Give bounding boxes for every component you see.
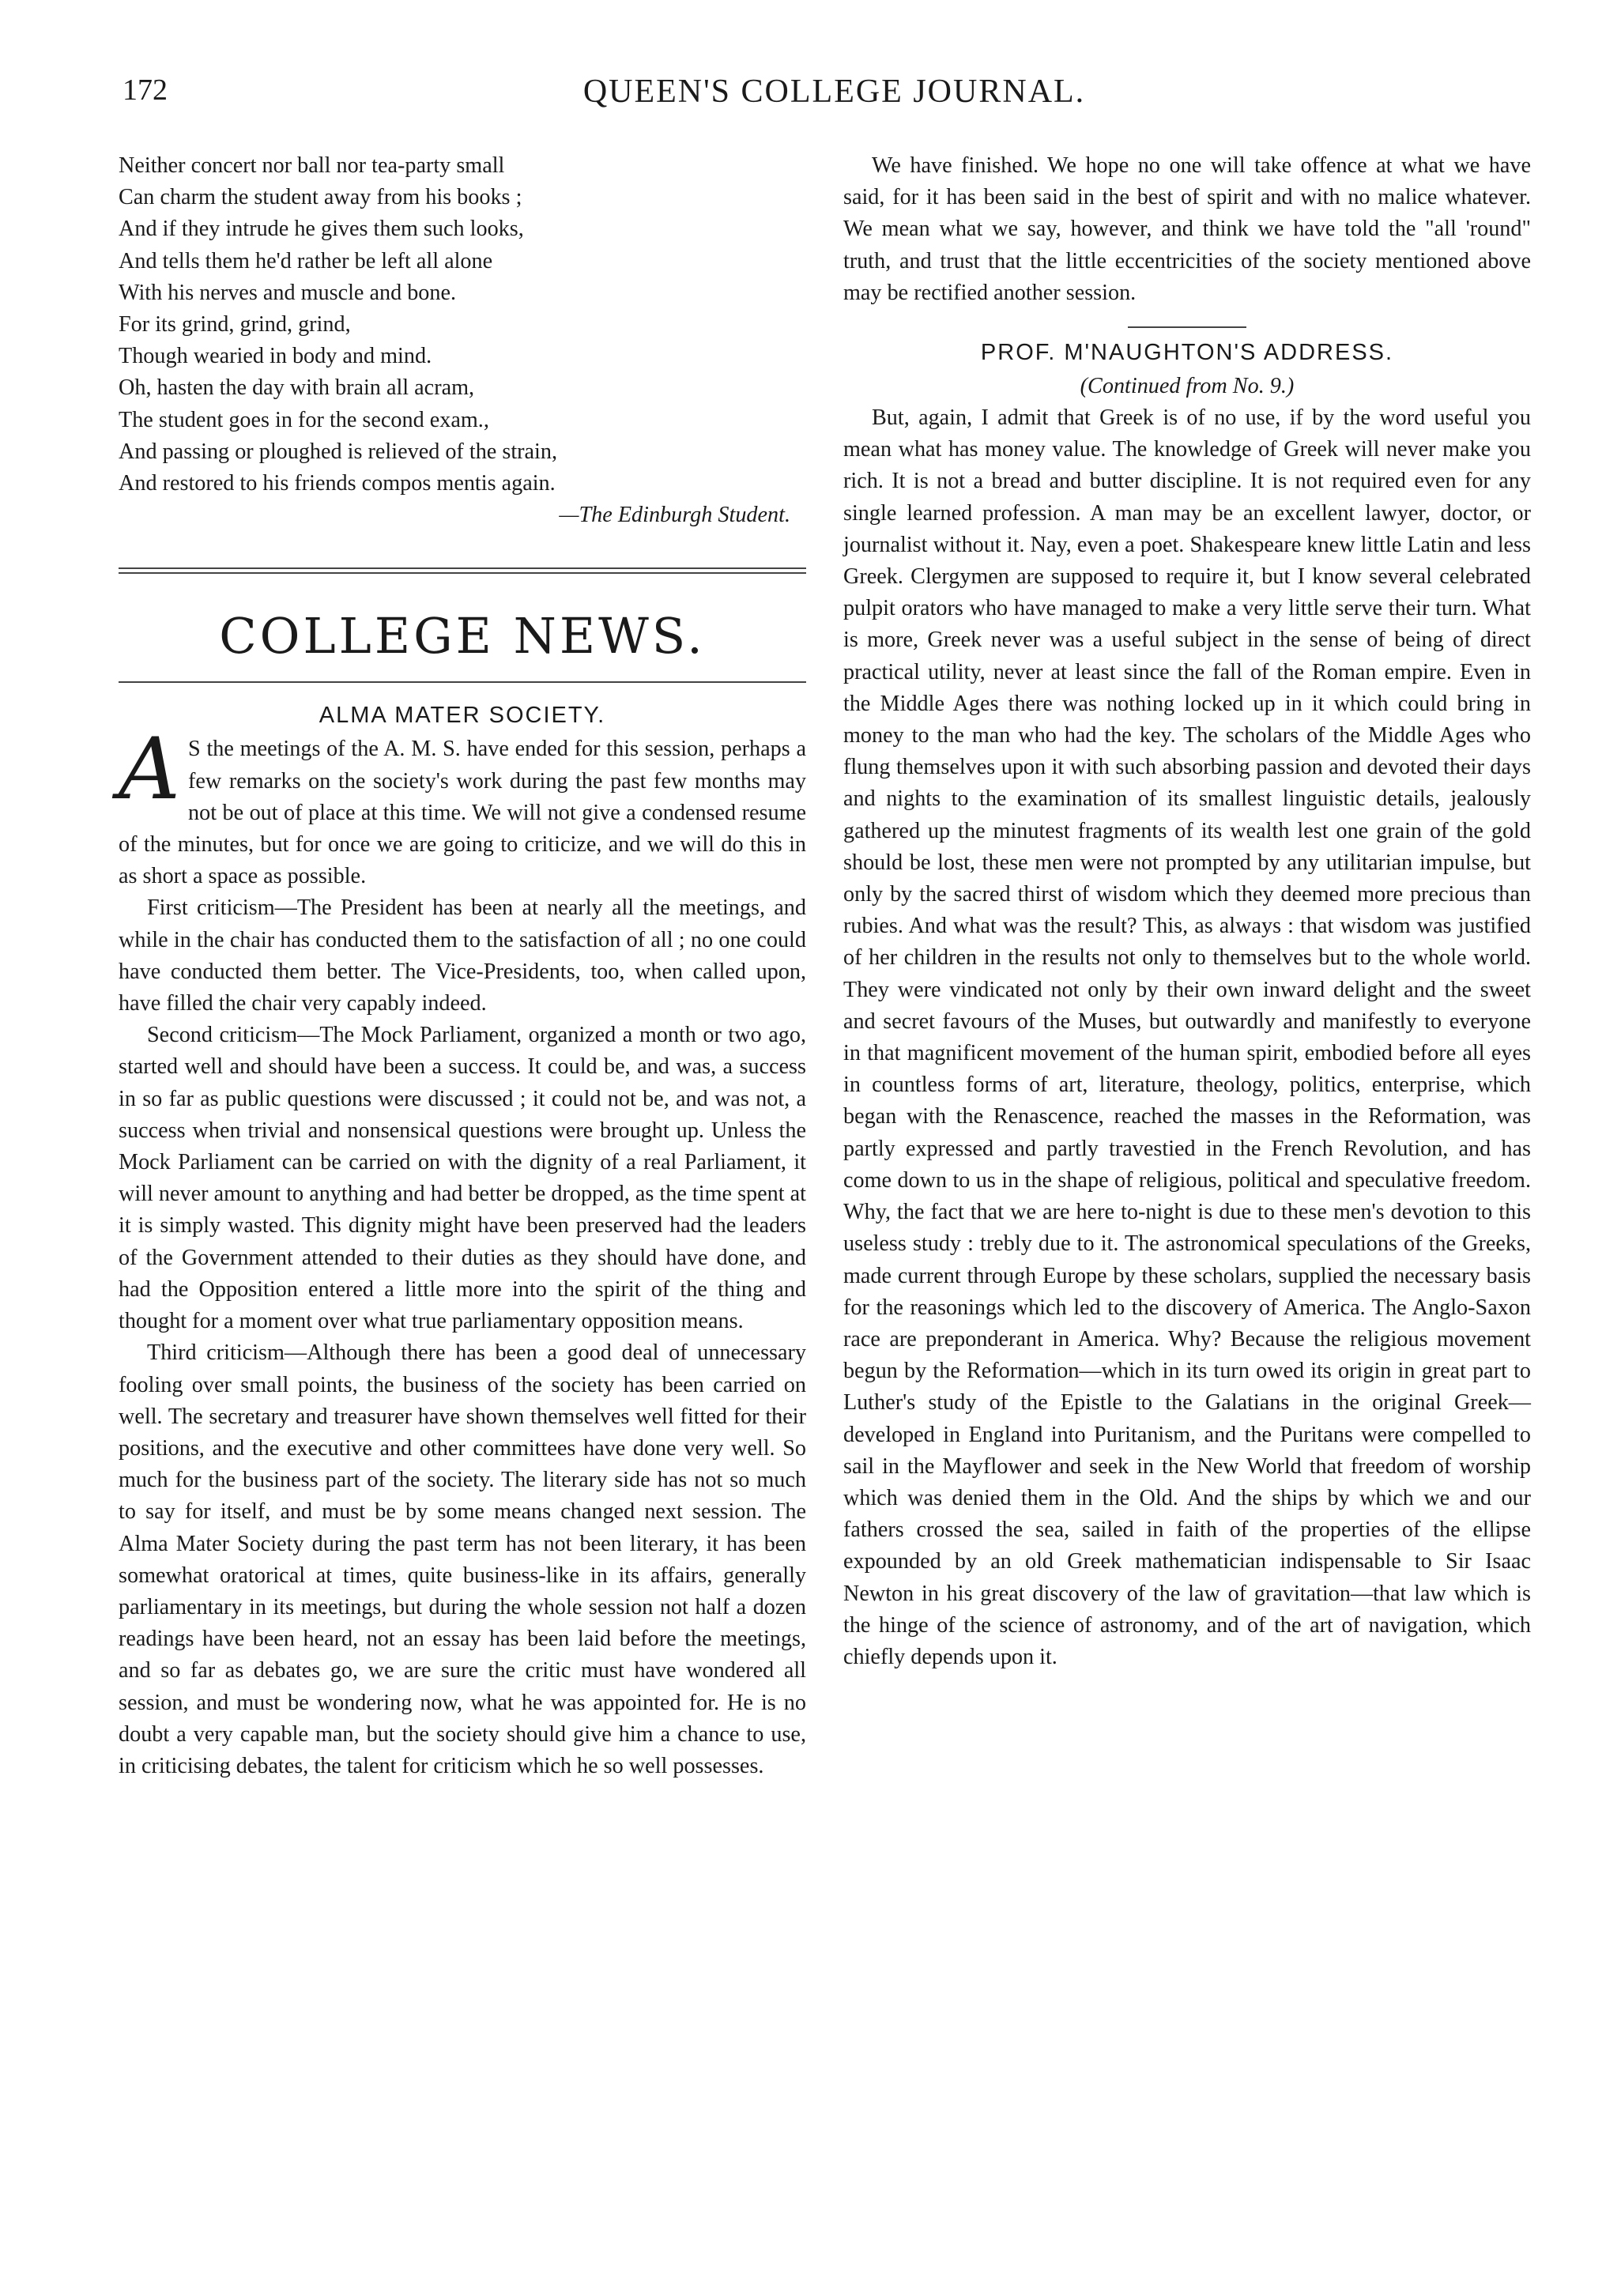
article-paragraph: We have finished. We hope no one will take offence at what we have said, for it has been said in the best of spirit and with no malice whatever. We mean what we say, however, and think we have told the "all 'round" truth, and trust that the little eccentricities of the society mentioned above may be rectified another session. <box>843 153 1531 305</box>
section-divider <box>119 567 806 574</box>
page-header <box>123 73 1546 120</box>
poem-line: And tells them he'd rather be left all alone <box>119 248 493 273</box>
article-paragraph: Second criticism—The Mock Parliament, organized a month or two ago, started well and should have been a success. It could be, and was, a success in so far as public questions were discussed ; it could not be, and was not, a success when trivial and nonsensical questions were brought up. Unless the Mock Parliament can be carried on with the dignity of a real Parliament, it will never amount to anything and had better be dropped, as the time spent at it is simply wasted. This dignity might have been preserved had the leaders of the Government attended to their duties as they should have done, and had the Opposition entered a little more into the spirit of the thing and thought for a moment over what true parliamentary opposition means. <box>119 1023 806 1334</box>
article-divider <box>1128 326 1246 328</box>
paragraph-text: S the meetings of the A. M. S. have ended for this session, perhaps a few remarks on the society's work during the past few months may not be out of place at this time. We will not give a condensed resume of the minutes, but for once we are going to criticize, and we will do this in as short a space as possible. <box>119 737 806 889</box>
poem-line: With his nerves and muscle and bone. <box>119 280 457 305</box>
journal-title: QUEEN'S COLLEGE JOURNAL. <box>582 74 1086 110</box>
address-continuation-note: (Continued from No. 9.) <box>1080 374 1295 399</box>
heading-rule <box>119 681 806 683</box>
poem-line: Oh, hasten the day with brain all acram, <box>119 375 475 401</box>
page-number: 172 <box>123 74 168 107</box>
poem-attribution: —The Edinburgh Student. <box>559 503 790 528</box>
poem-line: For its grind, grind, grind, <box>119 312 351 337</box>
address-heading: PROF. M'NAUGHTON'S ADDRESS. <box>980 340 1394 366</box>
poem-line: Though wearied in body and mind. <box>119 344 432 369</box>
article-paragraph <box>119 720 806 892</box>
poem-line: The student goes in for the second exam., <box>119 407 489 432</box>
article-paragraph: Third criticism—Although there has been a good deal of unnecessary fooling over small points, the business of the society has been carried on well. The secretary and treasurer have shown themselves well fitted for their positions, and the executive and other committees have done very well. So much for the business part of the society. The literary side has not so much to say for itself, and must be by some means changed next session. The Alma Mater Society during the past term has not been literary, it has been somewhat oratorical at times, quite business-like in its affairs, generally parliamentary in its meetings, but during the whole session not half a dozen readings have been heard, not an essay has been laid before the meetings, and so far as debates go, we are sure the critic must have wondered all session, and must be wondering now, what he was appointed for. He is no doubt a very capable man, but the society should give him a chance to use, in criticising debates, the talent for criticism which he so well possesses. <box>119 1340 806 1778</box>
poem-line: And passing or ploughed is relieved of the strain, <box>119 439 558 464</box>
left-column <box>119 150 806 1782</box>
article-paragraph: But, again, I admit that Greek is of no use, if by the word useful you mean what has money value. The knowledge of Greek will never make you rich. It is not a bread and butter discipline. It is not required even for any single learned profession. A man may be an excellent lawyer, doctor, or journalist without it. Nay, even a poet. Shakespeare knew little Latin and less Greek. Clergymen are supposed to require it, but I know several celebrated pulpit orators who have managed to make a very little serve their turn. What is more, Greek never was a useful subject in the sense of being of direct practical utility, never at least since the fall of the Roman empire. Even in the Middle Ages there was nothing locked up in it which could bring in money to the man who had the key. The scholars of the Middle Ages who flung themselves upon it with such absorbing passion and devoted their days and nights to the examination of its smallest linguistic details, jealously gathered up the minutest fragments of its wealth lest one grain of the gold should be lost, these men were not prompted by any utilitarian impulse, but only by the sacred thirst of wisdom which they deemed more precious than rubies. And what was the result? This, as always : that wisdom was justified of her children in the results not only to themselves but to the whole world. They were vindicated not only by their own inward delight and the sweet and secret favours of the Muses, but outwardly and manifestly to everyone in that magnificent movement of the human spirit, embodied before all eyes in countless forms of art, literature, theology, politics, enterprise, which began with the Renascence, reached the masses in the Reformation, was partly expressed and partly travestied in the French Revolution, and has come down to us in the shape of religious, political and speculative freedom. Why, the fact that we are here to-night is due to these men's devotion to this useless study : trebly due to it. The astronomical speculations of the Greeks, made current through Europe by these scholars, supplied the necessary basis for the reasonings which led to the discovery of America. The Anglo-Saxon race are preponderant in America. Why? Because the religious movement begun by the Reformation—which in its turn owed its origin in great part to Luther's study of the Epistle to the Galatians in the original Greek—developed in England into Puritanism, and the Puritans were compelled to sail in the Mayflower and seek in the New World that freedom of worship which was denied them in the Old. And the ships by which we and our fathers crossed the sea, sailed in faith of the properties of the ellipse expounded by an old Greek mathematician indispensable to Sir Isaac Newton in his great discovery of the law of gravitation—that law which is the hinge of the science of astronomy, and of the art of navigation, which chiefly depends upon it. <box>843 405 1531 1669</box>
alma-mater-society-heading: ALMA MATER SOCIETY. <box>319 703 606 729</box>
drop-cap: A <box>119 720 180 820</box>
article-paragraph: First criticism—The President has been at nearly all the meetings, and while in the chair has conducted them to the satisfaction of all ; no one could have conducted them better. The Vice-Presidents, too, when called upon, have filled the chair very capably indeed. <box>119 895 806 1016</box>
right-column <box>843 150 1531 1673</box>
college-news-heading: COLLEGE NEWS. <box>219 607 706 665</box>
poem-line: And if they intrude he gives them such looks, <box>119 217 524 242</box>
poem-line: Can charm the student away from his books ; <box>119 185 522 210</box>
poem-line: And restored to his friends compos mentis again. <box>119 471 556 496</box>
poem-line: Neither concert nor ball nor tea-party small <box>119 153 505 178</box>
poem <box>119 150 806 531</box>
